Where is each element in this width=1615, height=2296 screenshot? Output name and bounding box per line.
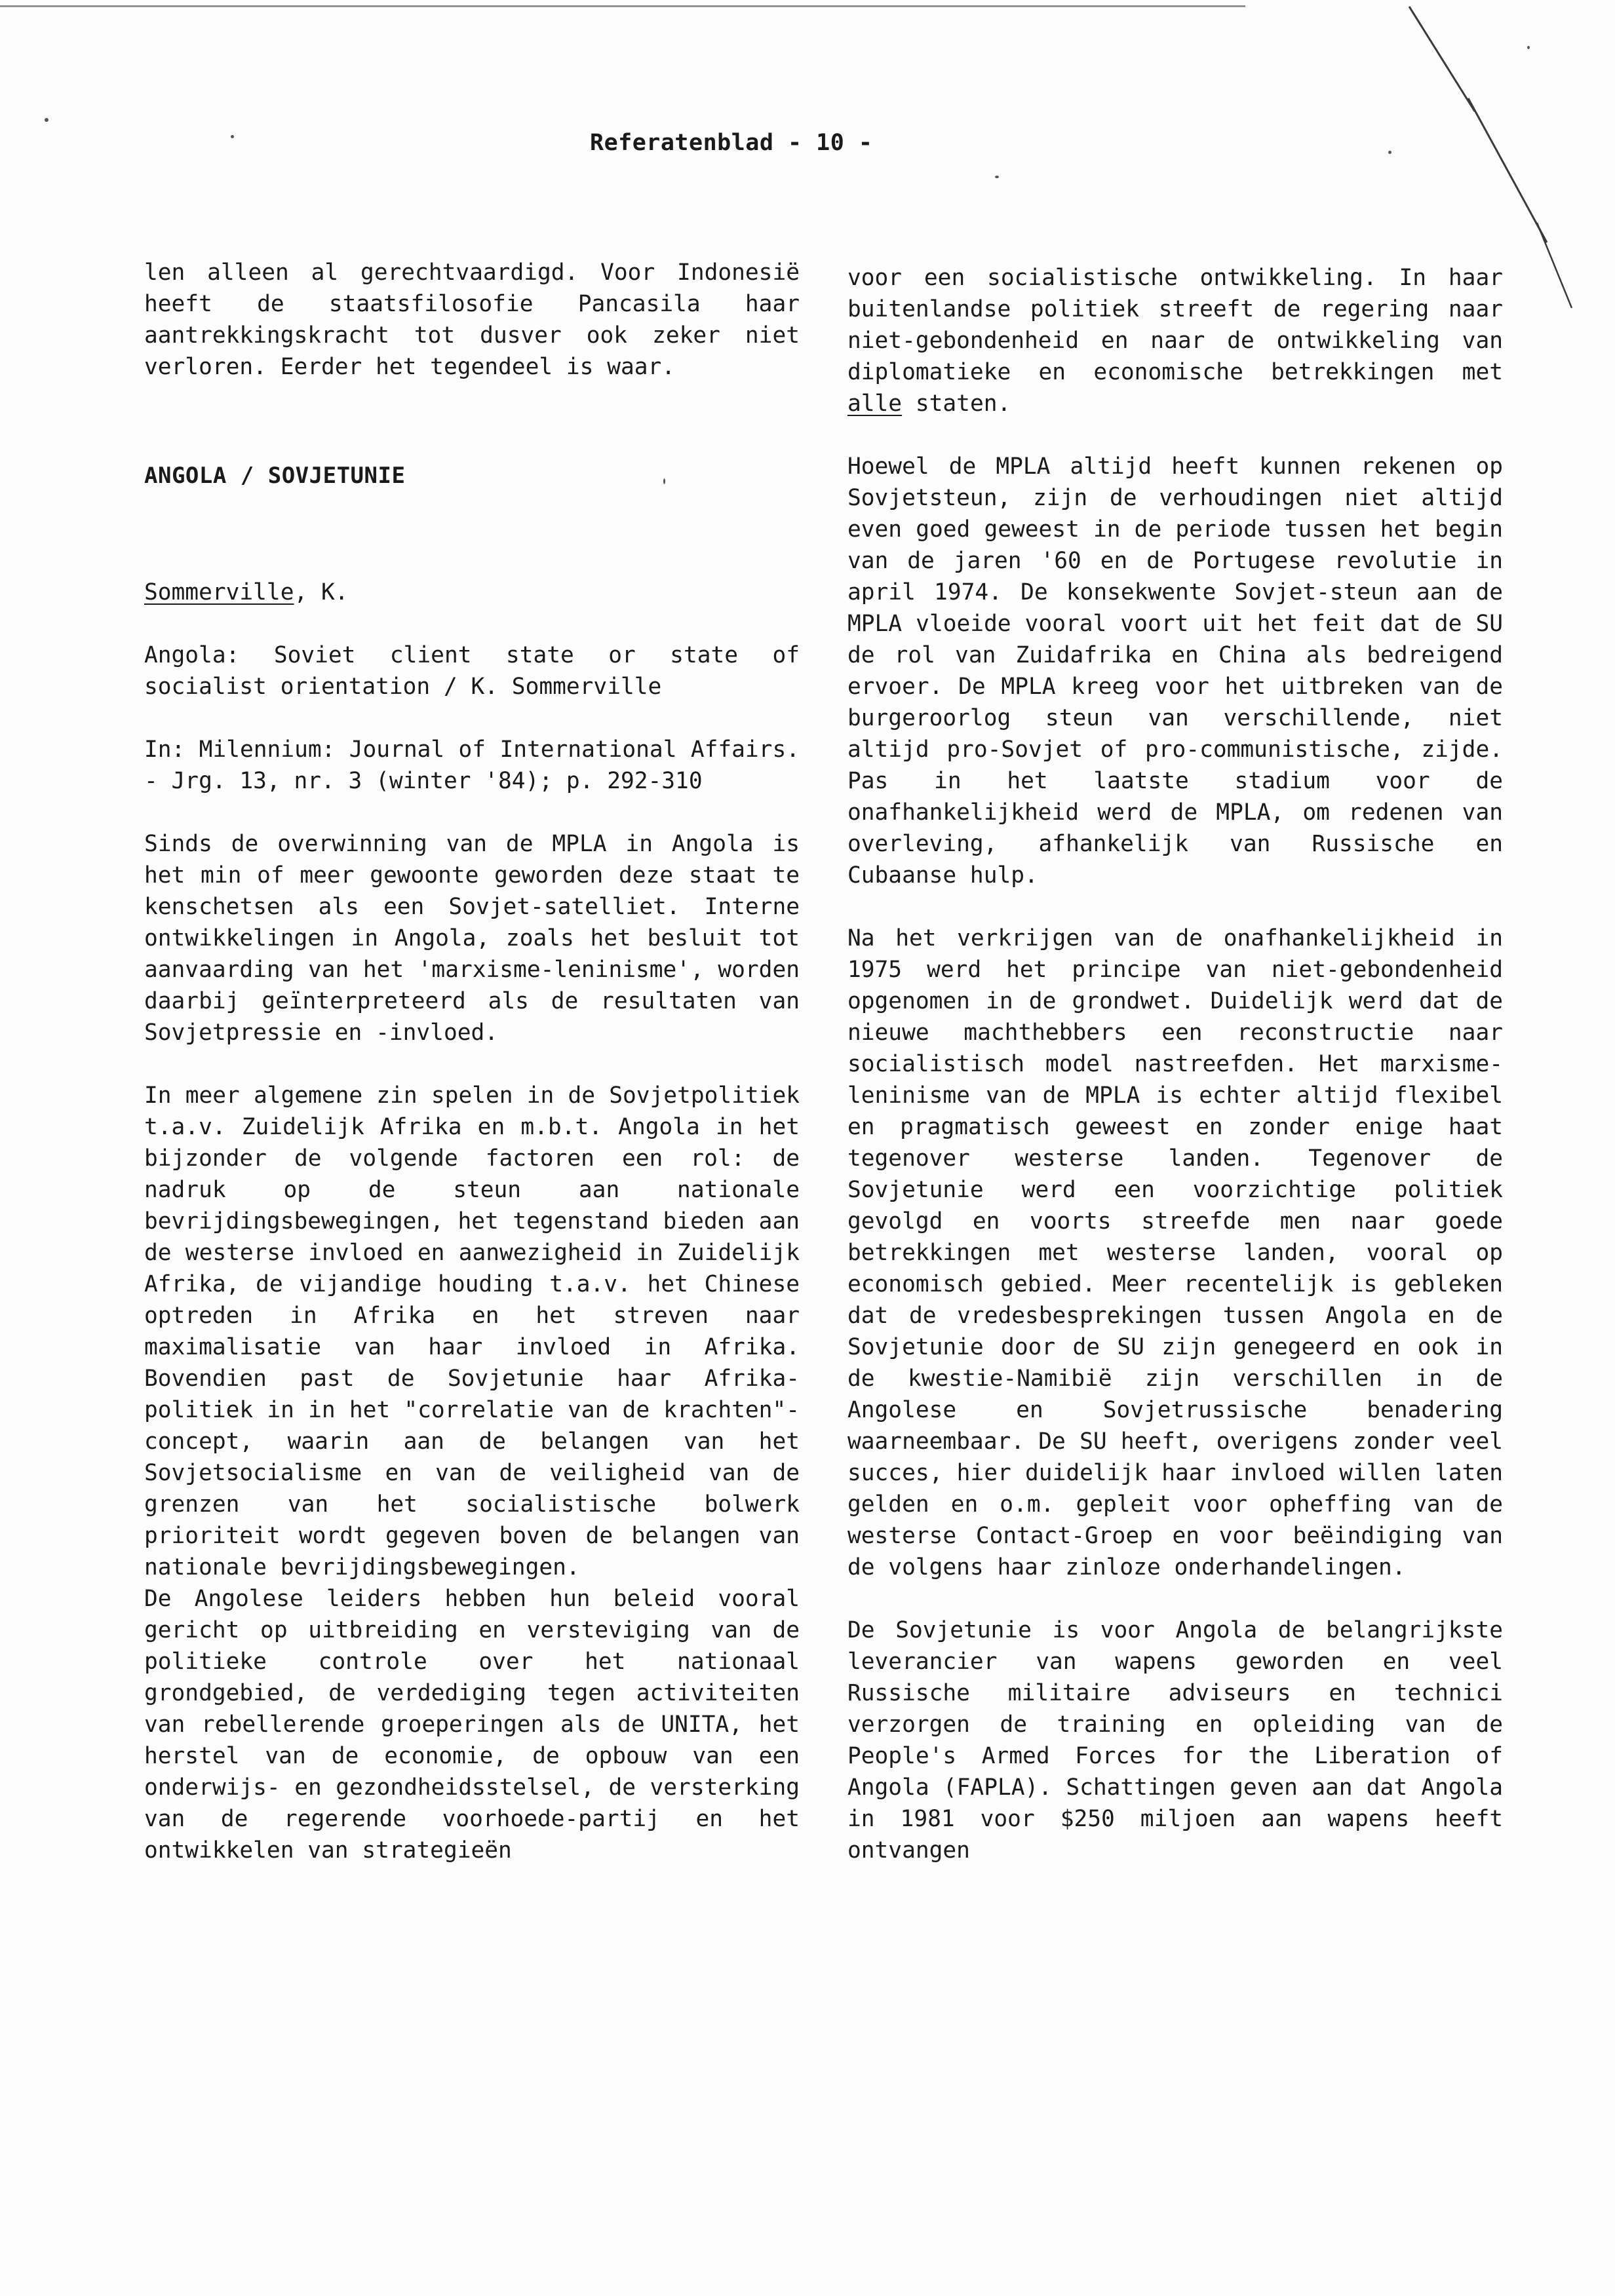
scan-speck [231,135,234,138]
body-paragraph [847,262,1503,419]
scan-speck [995,176,999,178]
right-column [847,262,1503,1898]
body-paragraph: In meer algemene zin spelen in de Sovjetpolitiek t.a.v. Zuidelijk Afrika en m.b.t. Angola in het bijzonder de volgende factoren een rol: de nadruk op de steun aan nationale bevrijdingsbewegingen, het tegenstand bieden aan de westerse invloed en aanwezigheid in Zuidelijk Afrika, de vijandige houding t.a.v. het Chinese optreden in Afrika en het streven naar maximalisatie van haar invloed in Afrika. Bovendien past de Sovjetunie haar Afrika-politiek in in het "correlatie van de krachten"-concept, waarin aan de belangen van het Sovjetsocialisme en van de veiligheid van de grenzen van het socialistische bolwerk prioriteit wordt gegeven boven de belangen van nationale bevrijdingsbewegingen. [144,1082,800,1580]
author-name: Sommerville [144,579,294,605]
page-header: Referatenblad - 10 - [590,130,873,156]
intro-paragraph: len alleen al gerechtvaardigd. Voor Indonesië heeft de staatsfilosofie Pancasila haar aantrekkingskracht tot dusver ook zeker niet verloren. Eerder het tegendeel is waar. [144,259,800,380]
scan-speck [45,118,49,122]
reference-author [144,577,800,608]
underlined-word: alle [847,391,903,417]
body-paragraph: De Angolese leiders hebben hun beleid vooral gericht op uitbreiding en versteviging van de politieke controle over het nationaal grondgebied, de verdediging tegen activiteiten van rebellerende groeperingen als de UNITA, het herstel van de economie, de opbouw van een onderwijs- en gezondheidsstelsel, de versterking van de regerende voorhoede-partij en het ontwikkelen van strategieën [144,1586,800,1864]
body-paragraph: De Sovjetunie is voor Angola de belangrijkste leverancier van wapens geworden en veel Russische militaire adviseurs en technici verzorgen de training en opleiding van de People's Armed Forces for the Liberation of Angola (FAPLA). Schattingen geven aan dat Angola in 1981 voor $250 miljoen aan wapens heeft ontvangen [847,1617,1503,1864]
scan-edge-line [0,5,1245,7]
reference-title: Angola: Soviet client state or state of socialist orientation / K. Sommerville [144,642,800,700]
left-column [144,257,800,1898]
scan-speck [1388,151,1391,154]
body-paragraph: Hoewel de MPLA altijd heeft kunnen rekenen op Sovjetsteun, zijn de verhoudingen niet altijd even goed geweest in de periode tussen het begin van de jaren '60 en de Portugese revolutie in april 1974. De konsekwente Sovjet-steun aan de MPLA vloeide vooral voort uit het feit dat de SU de rol van Zuidafrika en China als bedreigend ervoer. De MPLA kreeg voor het uitbreken van de burgeroorlog steun van verschillende, niet altijd pro-Sovjet of pro-communistische, zijde. Pas in het laatste stadium voor de onafhankelijkheid werd de MPLA, om redenen van overleving, afhankelijk van Russische en Cubaanse hulp. [847,453,1503,889]
section-heading: ANGOLA / SOVJETUNIE [144,463,406,489]
paragraph-text: voor een socialistische ontwikkeling. In haar buitenlandse politiek streeft de regering naar niet-gebondenheid en naar de ontwikkeling van diplomatieke en economische betrekkingen met [847,265,1503,385]
paragraph-text: staten. [902,391,1011,417]
body-paragraph: Na het verkrijgen van de onafhankelijkheid in 1975 werd het principe van niet-gebondenheid opgenomen in de grondwet. Duidelijk werd dat de nieuwe machthebbers een reconstructie naar socialistisch model nastreefden. Het marxisme-leninisme van de MPLA is echter altijd flexibel en pragmatisch geweest en zonder enige haat tegenover westerse landen. Tegenover de Sovjetunie werd een voorzichtige politiek gevolgd en voorts streefde men naar goede betrekkingen met westerse landen, vooral op economisch gebied. Meer recentelijk is gebleken dat de vredesbesprekingen tussen Angola en de Sovjetunie door de SU zijn genegeerd en ook in de kwestie-Namibië zijn verschillen in de Angolese en Sovjetrussische benadering waarneembaar. De SU heeft, overigens zonder veel succes, hier duidelijk haar invloed willen laten gelden en o.m. gepleit voor opheffing van de westerse Contact-Groep en voor beëindiging van de volgens haar zinloze onderhandelingen. [847,925,1503,1580]
scan-speck [1527,46,1530,49]
body-paragraph: Sinds de overwinning van de MPLA in Angola is het min of meer gewoonte geworden deze staat te kenschetsen als een Sovjet-satelliet. Interne ontwikkelingen in Angola, zoals het besluit tot aanvaarding van het 'marxisme-leninisme', worden daarbij geïnterpreteerd als de resultaten van Sovjetpressie en -invloed. [144,831,800,1046]
author-initial: , K. [294,579,349,605]
reference-source: In: Milennium: Journal of International Affairs. - Jrg. 13, nr. 3 (winter '84); p. 292-310 [144,737,800,794]
